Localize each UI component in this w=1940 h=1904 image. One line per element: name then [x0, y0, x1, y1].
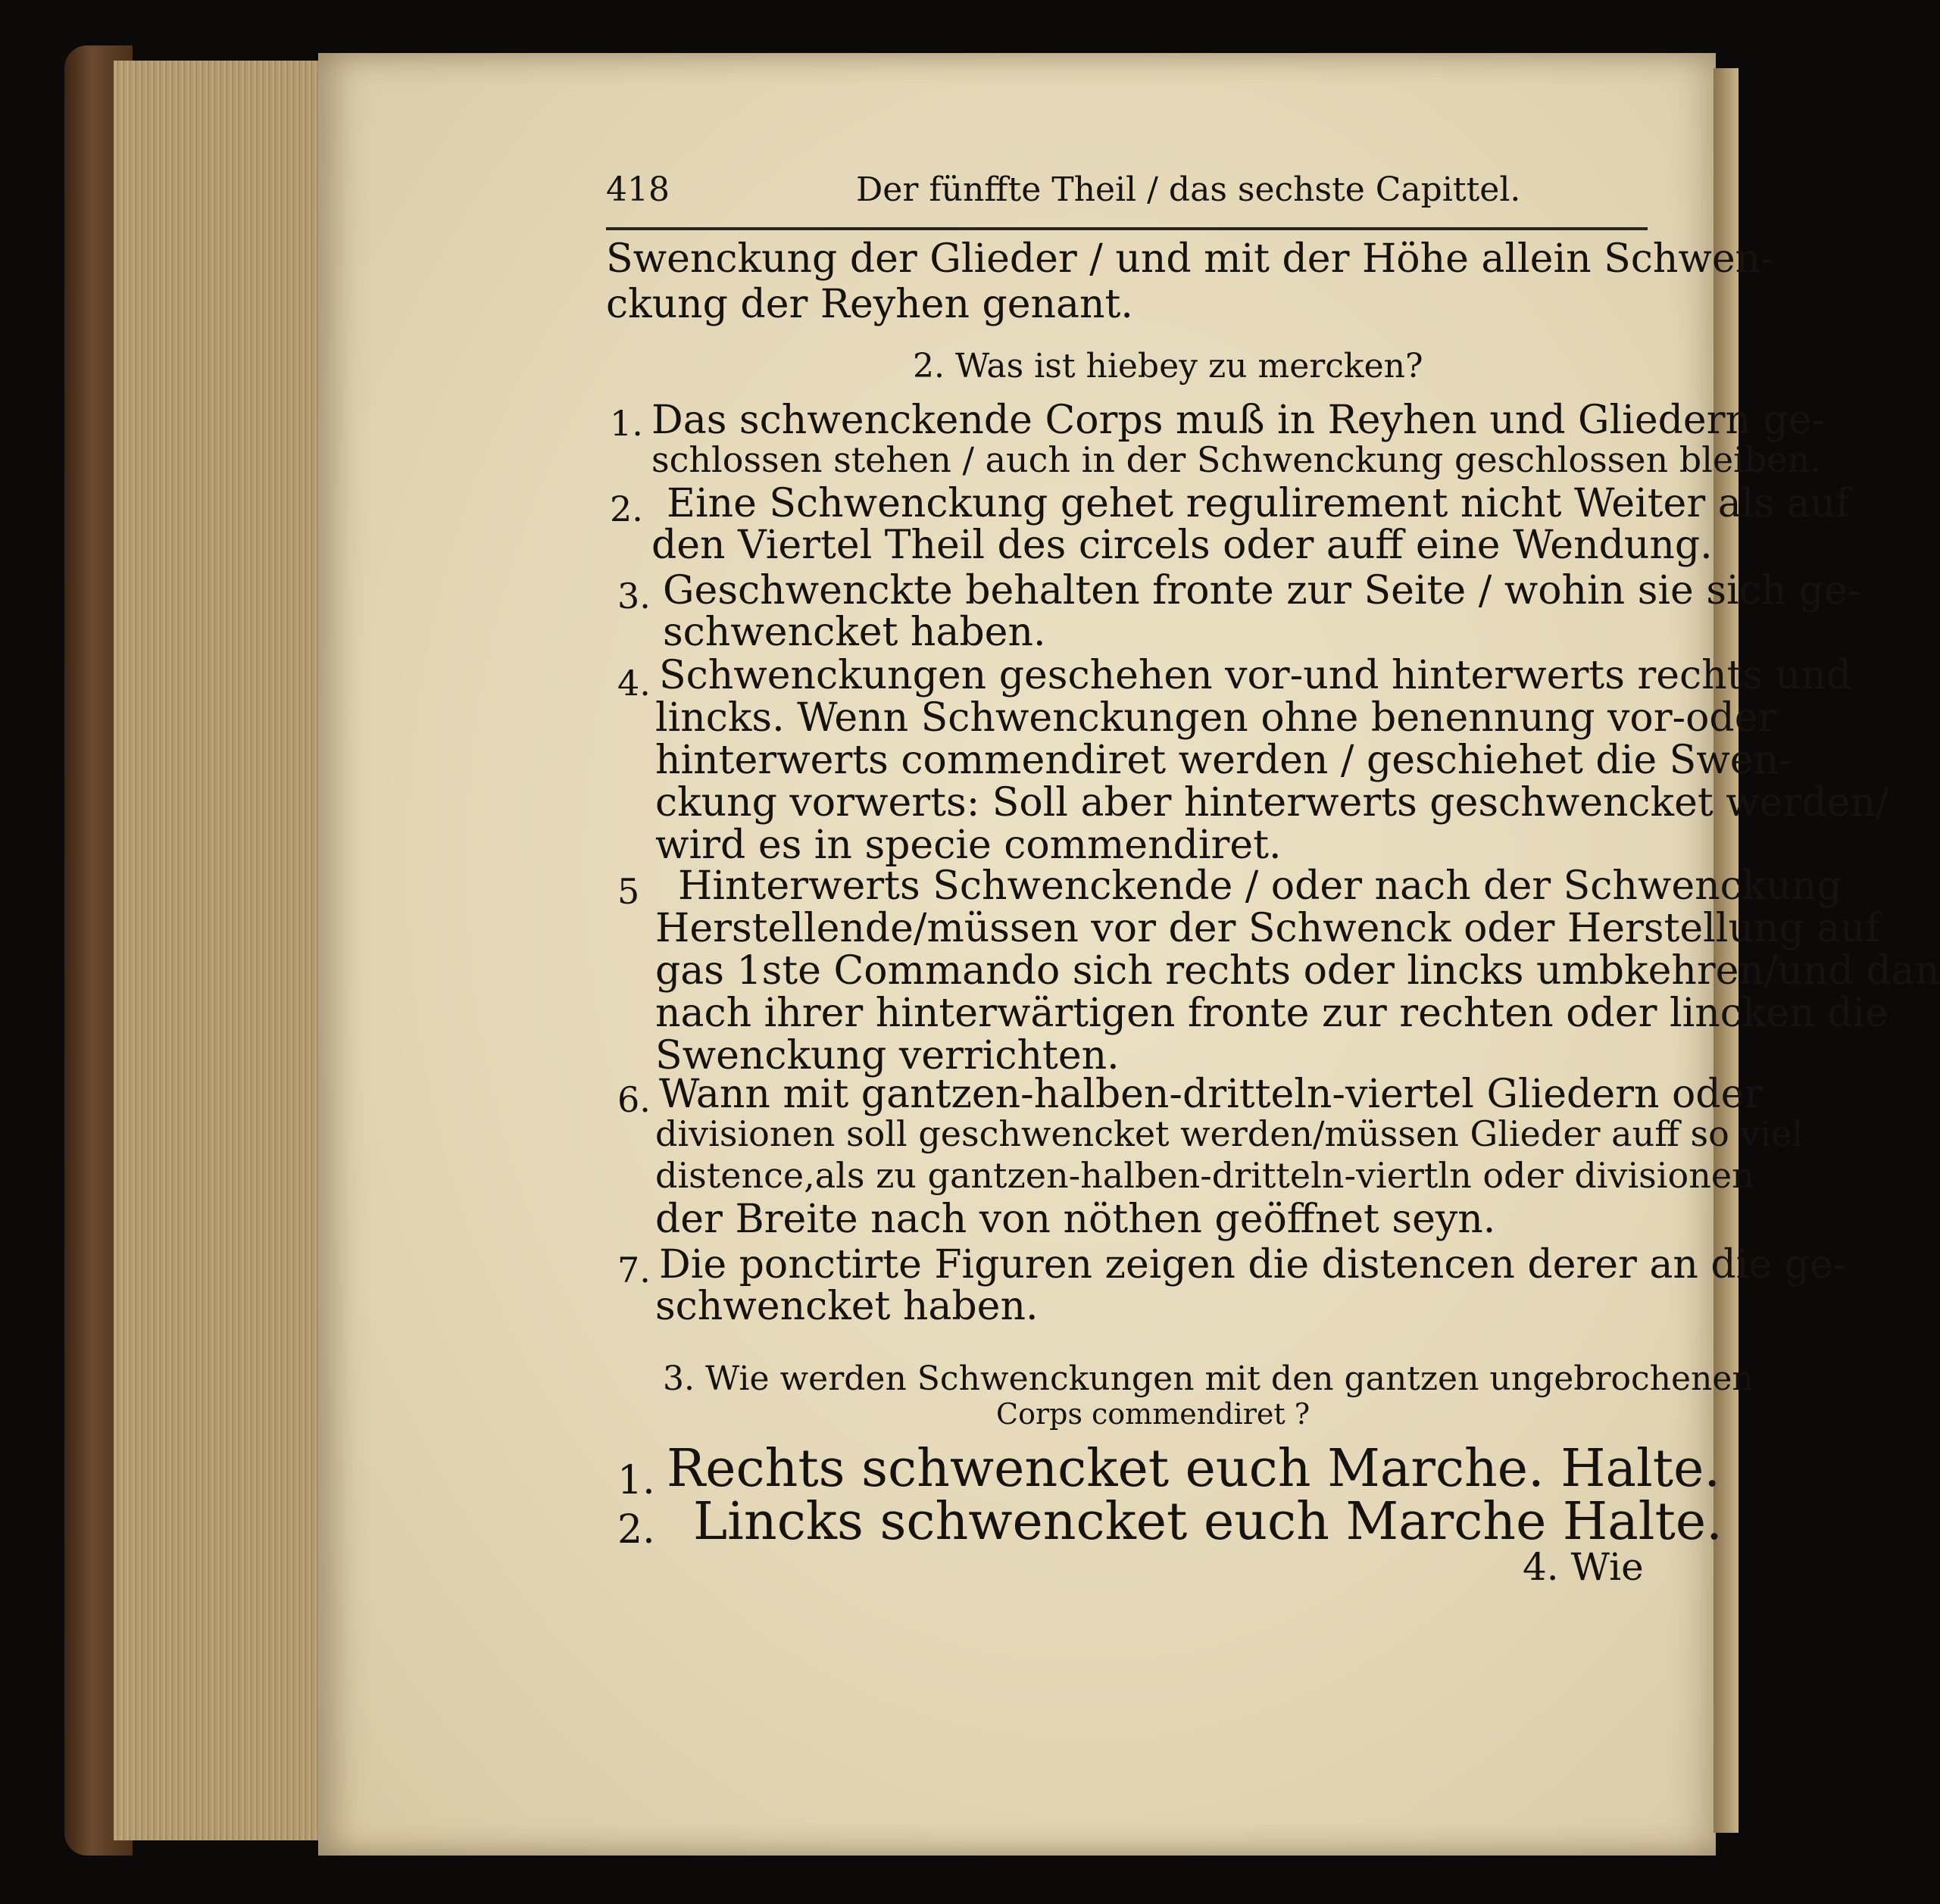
item-5-line-2: Herstellende/müssen vor der Schwenck oder Herstellung auf — [655, 906, 1880, 951]
item-1-line-2: schlossen stehen / auch in der Schwenckung geschlossen bleiben. — [651, 439, 1821, 480]
catchword: 4. Wie — [1523, 1545, 1644, 1589]
intro-line-2: ckung der Reyhen genant. — [606, 282, 1133, 327]
item-4-line-3: hinterwerts commendiret werden / geschiehet die Swen- — [655, 738, 1792, 783]
page-number: 418 — [606, 170, 670, 209]
item-3-line-1: Geschwenckte behalten fronte zur Seite / wohin sie sich ge- — [663, 568, 1861, 613]
item-number: 6. — [617, 1079, 651, 1120]
item-number: 2. — [610, 488, 643, 529]
command-number: 2. — [617, 1507, 655, 1553]
command-2: Lincks schwencket euch Marche Halte. — [693, 1492, 1723, 1552]
section-3-heading-line-1: 3. Wie werden Schwenckungen mit den gantzen ungebrochenen — [663, 1359, 1754, 1398]
item-4-line-5: wird es in specie commendiret. — [655, 822, 1282, 868]
item-6-line-4: der Breite nach von nöthen geöffnet seyn. — [655, 1197, 1496, 1242]
section-3-heading-line-2: Corps commendiret ? — [996, 1397, 1311, 1431]
item-6-line-2: divisionen soll geschwencket werden/müssen Glieder auff so viel — [655, 1113, 1804, 1154]
item-5-line-4: nach ihrer hinterwärtigen fronte zur rechten oder lincken die — [655, 991, 1888, 1036]
item-4-line-4: ckung vorwerts: Soll aber hinterwerts geschwencket werden/ — [655, 780, 1889, 826]
header-rule — [606, 227, 1648, 230]
item-number: 4. — [617, 663, 651, 704]
item-number: 1. — [610, 403, 643, 444]
item-4-line-1: Schwenckungen geschehen vor-und hinterwerts rechts und — [659, 653, 1852, 698]
item-number: 7. — [617, 1250, 651, 1291]
intro-line-1: Swenckung der Glieder / und mit der Höhe allein Schwen- — [606, 236, 1774, 282]
item-2-line-1: Eine Schwenckung gehet regulirement nicht Weiter als auf — [667, 481, 1851, 526]
item-7-line-2: schwencket haben. — [655, 1284, 1039, 1329]
command-number: 1. — [617, 1458, 655, 1503]
item-5-line-5: Swenckung verrichten. — [655, 1033, 1120, 1078]
item-number: 5 — [617, 871, 640, 912]
item-4-line-2: lincks. Wenn Schwenckungen ohne benennung vor-oder — [655, 695, 1777, 741]
command-1: Rechts schwencket euch Marche. Halte. — [667, 1439, 1720, 1499]
page-edges — [114, 61, 330, 1840]
item-7-line-1: Die ponctirte Figuren zeigen die distencen derer an die ge- — [659, 1242, 1847, 1288]
item-3-line-2: schwencket haben. — [663, 610, 1046, 655]
item-2-line-2: den Viertel Theil des circels oder auff eine Wendung. — [651, 523, 1713, 568]
item-5-line-1: Hinterwerts Schwenckende / oder nach der Schwenckung — [678, 863, 1842, 909]
running-head: Der fünffte Theil / das sechste Capittel. — [856, 170, 1521, 209]
item-5-line-3: gas 1ste Commando sich rechts oder lincks umbkehren/und dan — [655, 948, 1940, 994]
item-number: 3. — [617, 576, 651, 616]
item-6-line-1: Wann mit gantzen-halben-dritteln-viertel Gliedern oder — [659, 1072, 1763, 1117]
item-1-line-1: Das schwenckende Corps muß in Reyhen und Gliedern ge- — [651, 398, 1826, 443]
section-2-heading: 2. Was ist hiebey zu mercken? — [913, 347, 1423, 385]
item-6-line-3: distence,als zu gantzen-halben-dritteln-viertln oder divisionen — [655, 1155, 1754, 1196]
